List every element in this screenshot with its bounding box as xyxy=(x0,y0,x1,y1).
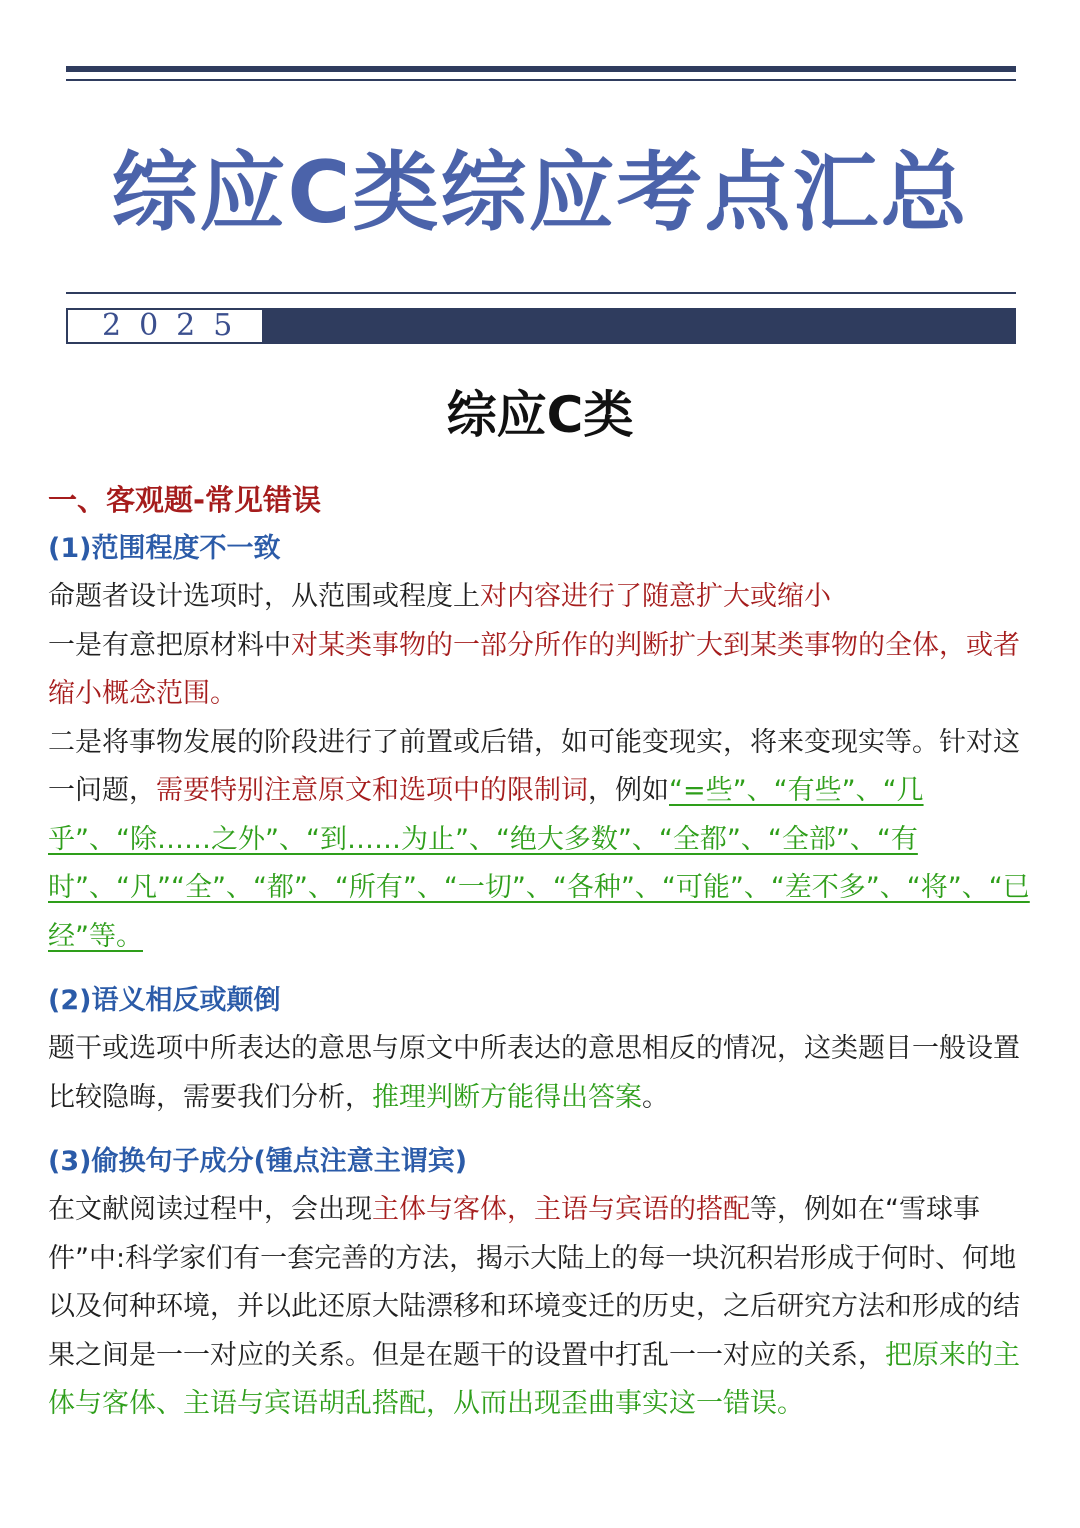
highlight-red: 对某类事物的一部分所作的判断扩大到某类事物的全体，或者缩小概念范围。 xyxy=(48,629,1020,709)
highlight-red: 主体与客体，主语与宾语的搭配 xyxy=(372,1194,750,1225)
top-thick-rule xyxy=(66,66,1016,72)
item1-paragraph3 xyxy=(48,719,1033,962)
year-banner xyxy=(66,308,1016,344)
page-title: 综应C类综应考点汇总 xyxy=(111,143,969,243)
section-heading: 一、客观题-常见错误 xyxy=(48,483,322,517)
top-thin-rule xyxy=(66,79,1016,81)
highlight-red: 需要特别注意原文和选项中的限制词 xyxy=(156,775,588,806)
text-run: 一是有意把原材料中 xyxy=(48,629,291,661)
text-run: 等，例如在“雪球事件”中:科学家们有一套完善的方法，揭示大陆上的每一块沉积岩形成于何时、何地以及何种环境，并以此还原大陆漂移和环境变迁的历史，之后研究方法和形成的结果之间是一一对应的关系。但是在题干的设置中打乱一一对应的关系， xyxy=(48,1194,1020,1371)
item3-title: (3)偷换句子成分(锺点注意主谓宾) xyxy=(48,1146,468,1177)
text-run: 在文献阅读过程中，会出现 xyxy=(48,1194,372,1225)
text-run: 二是将事物发展的阶段进行了前置或后错，如可能变现实，将来变现实等。针对这一问题， xyxy=(48,726,1020,806)
highlight-green: 推理判断方能得出答案 xyxy=(372,1081,642,1113)
text-run: 命题者设计选项时，从范围或程度上 xyxy=(48,581,480,612)
document-body xyxy=(48,475,1033,1429)
item1-paragraph1 xyxy=(48,573,1033,622)
spacer xyxy=(48,961,1033,977)
year-label: 2025 xyxy=(68,310,262,342)
text-run: 题干或选项中所表达的意思与原文中所表达的意思相反的情况，这类题目一般设置比较隐晦，需要我们分析， xyxy=(48,1033,1020,1113)
spacer xyxy=(48,1122,1033,1138)
highlight-red: 对内容进行了随意扩大或缩小 xyxy=(480,581,831,612)
text-run: 。 xyxy=(642,1081,669,1113)
item2-title: (2)语义相反或颠倒 xyxy=(48,985,281,1016)
item1-paragraph2 xyxy=(48,622,1033,719)
section-title: 综应C类 xyxy=(446,386,634,444)
item3-paragraph xyxy=(48,1186,1033,1429)
qualifier-word-list: “=些”、“有些”、“几乎”、“除……之外”、“到……为止”、“绝大多数”、“全都”、“全部”、“有时”、“凡”“全”、“都”、“所有”、“一切”、“各种”、“可能”、“差不多”、“将”、“已经”等。 xyxy=(48,775,1030,952)
year-top-rule xyxy=(66,292,1016,294)
item2-paragraph xyxy=(48,1025,1033,1122)
text-run: ，例如 xyxy=(588,775,669,806)
highlight-green: 把原来的主体与客体、主语与宾语胡乱搭配，从而出现歪曲事实这一错误。 xyxy=(48,1339,1020,1419)
item1-title: (1)范围程度不一致 xyxy=(48,533,281,564)
